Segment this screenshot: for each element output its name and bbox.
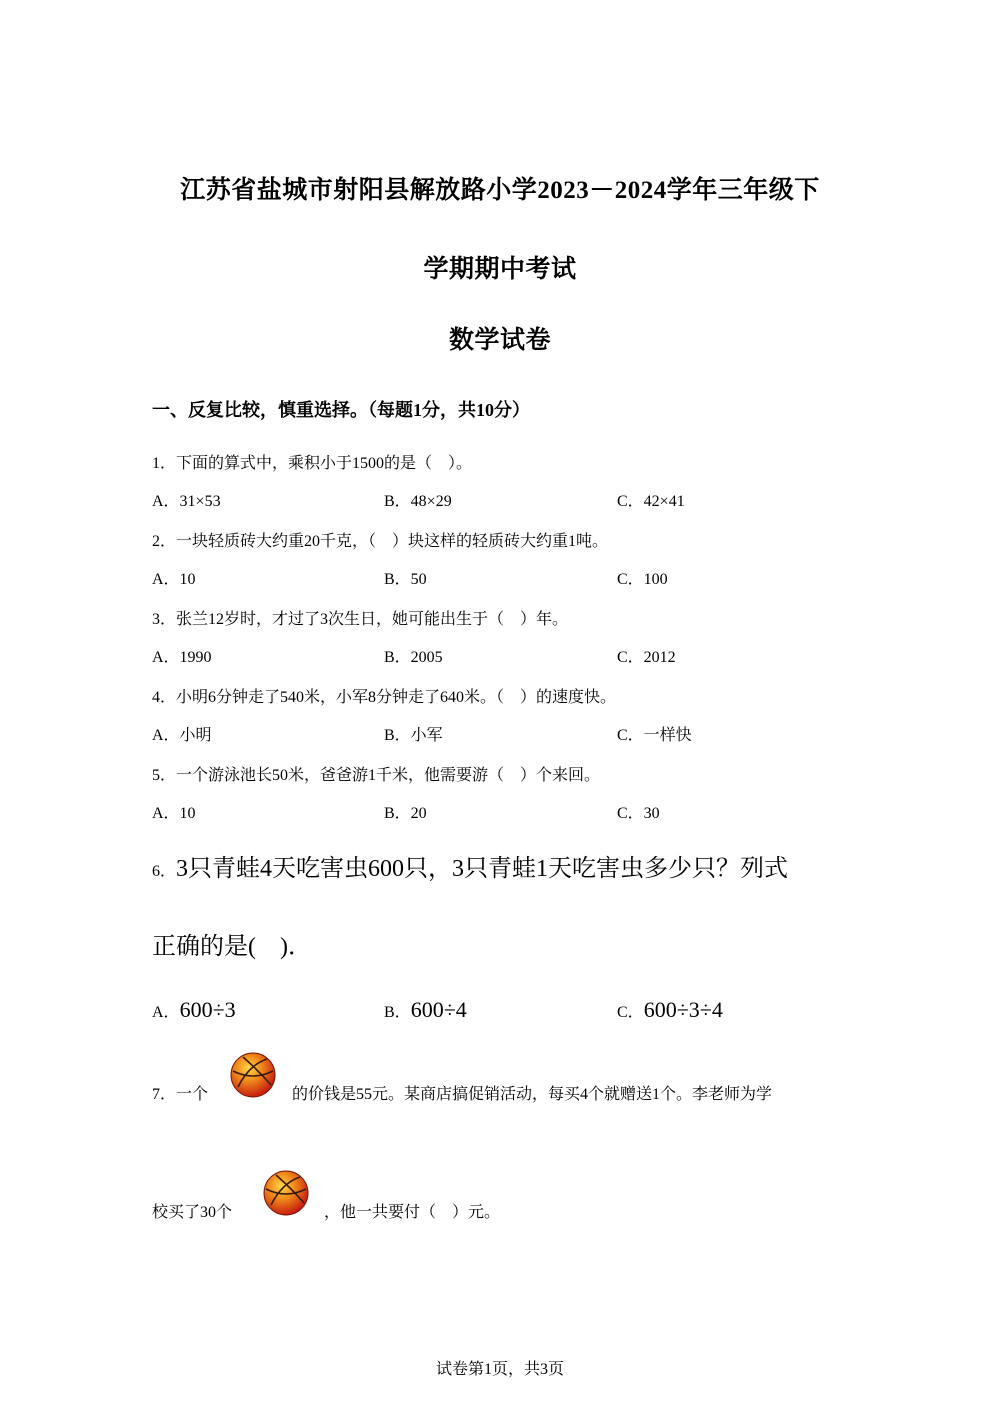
question-6-line-1 — [152, 848, 788, 883]
option-a: A．31×53 — [152, 493, 221, 510]
option-a: A．10 — [152, 805, 196, 822]
title-line-2: 学期期中考试 — [423, 256, 577, 283]
question-4-options — [152, 722, 852, 746]
page-footer: 试卷第1页，共3页 — [435, 1361, 564, 1378]
option-b-value: 600÷4 — [410, 997, 467, 1022]
question-1: 1．下面的算式中，乘积小于1500的是（ ）。 — [152, 455, 473, 472]
option-a — [152, 997, 236, 1023]
option-c: C．一样快 — [617, 727, 692, 744]
question-3: 3．张兰12岁时，才过了3次生日，她可能出生于（ ）年。 — [152, 611, 569, 628]
title-line-1: 江苏省盐城市射阳县解放路小学2023－2024学年三年级下 — [180, 177, 820, 204]
option-b: B．48×29 — [384, 493, 452, 510]
question-7-part-3: 校买了30个 — [152, 1204, 233, 1221]
option-c: C．100 — [617, 571, 668, 588]
option-b: B．20 — [384, 805, 427, 822]
option-c — [617, 997, 723, 1023]
option-b — [384, 997, 467, 1023]
option-c: C．2012 — [617, 649, 676, 666]
option-b: B．2005 — [384, 649, 443, 666]
question-6-line-2: 正确的是( )． — [152, 934, 312, 960]
question-6-options — [152, 997, 852, 1029]
subtitle: 数学试卷 — [448, 327, 551, 354]
option-b: B．小军 — [384, 727, 443, 744]
option-c: C．42×41 — [617, 493, 685, 510]
option-a: A．小明 — [152, 727, 212, 744]
option-c-label: C． — [617, 1004, 644, 1021]
question-7-part-2: 的价钱是55元。某商店搞促销活动，每买4个就赠送1个。李老师为学 — [292, 1086, 773, 1103]
option-a: A．1990 — [152, 649, 212, 666]
question-1-options — [152, 488, 852, 512]
question-6-text: 3只青蛙4天吃害虫600只，3只青蛙1天吃害虫多少只？列式 — [176, 856, 789, 882]
option-c: C．30 — [617, 805, 660, 822]
option-a: A．10 — [152, 571, 196, 588]
question-2: 2．一块轻质砖大约重20千克，（ ）块这样的轻质砖大约重1吨。 — [152, 533, 609, 550]
question-2-options — [152, 566, 852, 590]
option-a-value: 600÷3 — [179, 997, 236, 1022]
section-heading: 一、反复比较，慎重选择。（每题1分，共10分） — [152, 400, 530, 420]
basketball-icon — [262, 1169, 310, 1217]
option-a-label: A． — [152, 1004, 180, 1021]
question-7-part-4: ，他一共要付（ ）元。 — [324, 1204, 501, 1221]
question-5-options — [152, 800, 852, 824]
option-b: B．50 — [384, 571, 427, 588]
question-6-number: 6． — [152, 863, 177, 880]
basketball-icon — [229, 1051, 277, 1099]
question-5: 5．一个游泳池长50米，爸爸游1千米，他需要游（ ）个来回。 — [152, 767, 601, 784]
option-c-value: 600÷3÷4 — [643, 997, 723, 1022]
question-4: 4．小明6分钟走了540米，小军8分钟走了640米。（ ）的速度快。 — [152, 689, 617, 706]
option-b-label: B． — [384, 1004, 411, 1021]
question-3-options — [152, 644, 852, 668]
question-7-part-1: 7．一个 — [152, 1086, 209, 1103]
